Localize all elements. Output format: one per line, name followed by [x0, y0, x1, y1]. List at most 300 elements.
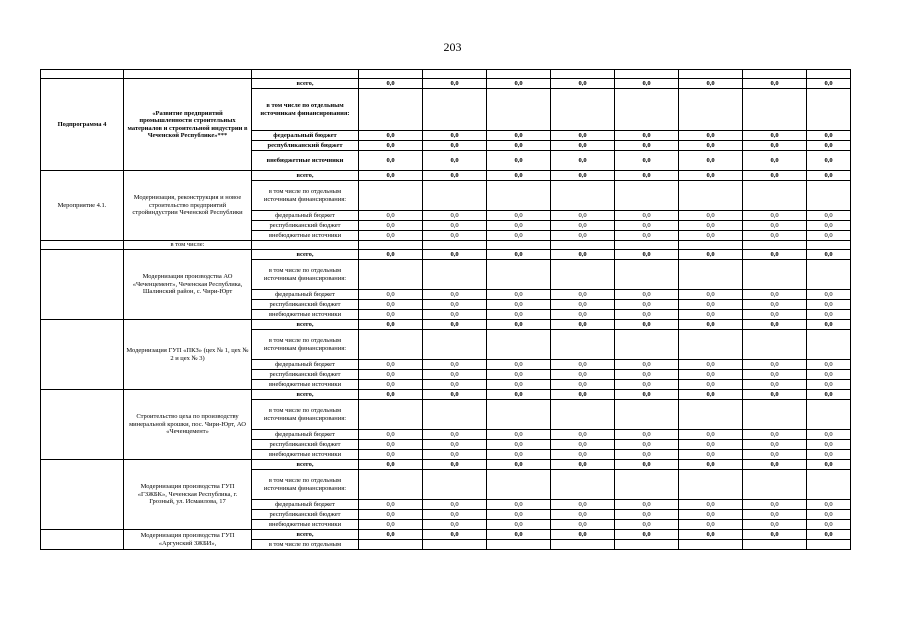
value-cell: 0,0 — [551, 390, 615, 400]
row-label: республиканский бюджет — [252, 221, 359, 231]
value-cell: 0,0 — [487, 390, 551, 400]
value-cell — [743, 540, 807, 550]
value-cell — [423, 181, 487, 211]
row-label: в том числе по отдельным — [252, 540, 359, 550]
value-cell: 0,0 — [487, 520, 551, 530]
row-label: республиканский бюджет — [252, 510, 359, 520]
value-cell: 0,0 — [807, 151, 851, 171]
value-cell: 0,0 — [423, 250, 487, 260]
table-row — [41, 79, 851, 89]
row-label: всего, — [252, 390, 359, 400]
value-cell: 0,0 — [551, 380, 615, 390]
value-cell — [743, 400, 807, 430]
value-cell: 0,0 — [743, 440, 807, 450]
value-cell — [487, 540, 551, 550]
page-number: 203 — [443, 40, 462, 54]
table-row — [41, 460, 851, 470]
section-title: «Развитие предприятий промышленности строительных материалов и строительной индустрии в Чеченской Республике»*** — [124, 79, 252, 171]
value-cell: 0,0 — [807, 310, 851, 320]
value-cell: 0,0 — [807, 131, 851, 141]
value-cell — [551, 540, 615, 550]
value-cell — [743, 181, 807, 211]
project-name: Модернизация ГУП «ПКЗ» (цех № 1, цех № 2 и цех № 3) — [124, 320, 252, 390]
value-cell — [615, 470, 679, 500]
value-cell: 0,0 — [423, 231, 487, 241]
value-cell: 0,0 — [807, 141, 851, 151]
row-label: внебюджетные источники — [252, 520, 359, 530]
value-cell: 0,0 — [743, 430, 807, 440]
value-cell: 0,0 — [487, 290, 551, 300]
value-cell — [679, 181, 743, 211]
value-cell: 0,0 — [487, 171, 551, 181]
value-cell: 0,0 — [423, 520, 487, 530]
table-body — [41, 70, 851, 550]
value-cell: 0,0 — [743, 520, 807, 530]
value-cell: 0,0 — [807, 450, 851, 460]
value-cell: 0,0 — [551, 530, 615, 540]
value-cell: 0,0 — [359, 370, 423, 380]
value-cell: 0,0 — [679, 360, 743, 370]
value-cell: 0,0 — [359, 131, 423, 141]
value-cell: 0,0 — [551, 290, 615, 300]
value-cell: 0,0 — [743, 450, 807, 460]
value-cell — [359, 181, 423, 211]
value-cell: 0,0 — [359, 380, 423, 390]
value-cell: 0,0 — [743, 211, 807, 221]
row-label: в том числе по отдельным источникам финансирования: — [252, 330, 359, 360]
value-cell: 0,0 — [551, 171, 615, 181]
value-cell: 0,0 — [615, 370, 679, 380]
value-cell: 0,0 — [743, 151, 807, 171]
value-cell: 0,0 — [615, 221, 679, 231]
table-row-in-that-number — [41, 241, 851, 250]
project-code — [41, 390, 124, 460]
value-cell: 0,0 — [679, 320, 743, 330]
value-cell: 0,0 — [359, 79, 423, 89]
value-cell: 0,0 — [679, 450, 743, 460]
value-cell: 0,0 — [679, 141, 743, 151]
value-cell — [807, 181, 851, 211]
value-cell: 0,0 — [359, 450, 423, 460]
value-cell — [359, 330, 423, 360]
value-cell: 0,0 — [551, 221, 615, 231]
row-label: внебюджетные источники — [252, 450, 359, 460]
value-cell: 0,0 — [615, 380, 679, 390]
value-cell: 0,0 — [679, 290, 743, 300]
value-cell — [551, 470, 615, 500]
value-cell: 0,0 — [423, 460, 487, 470]
value-cell: 0,0 — [743, 500, 807, 510]
table-row-continuation — [41, 70, 851, 79]
value-cell — [423, 540, 487, 550]
row-label: всего, — [252, 460, 359, 470]
value-cell: 0,0 — [615, 171, 679, 181]
value-cell: 0,0 — [423, 151, 487, 171]
value-cell — [615, 181, 679, 211]
value-cell: 0,0 — [743, 221, 807, 231]
table-row — [41, 530, 851, 540]
value-cell: 0,0 — [359, 390, 423, 400]
section-code: Мероприятие 4.1. — [41, 171, 124, 241]
value-cell: 0,0 — [743, 360, 807, 370]
row-label: всего, — [252, 320, 359, 330]
value-cell: 0,0 — [551, 460, 615, 470]
value-cell: 0,0 — [615, 290, 679, 300]
value-cell: 0,0 — [359, 440, 423, 450]
empty-cell — [615, 241, 679, 250]
value-cell: 0,0 — [807, 290, 851, 300]
value-cell: 0,0 — [487, 211, 551, 221]
value-cell — [679, 400, 743, 430]
row-label: в том числе по отдельным источникам финансирования: — [252, 260, 359, 290]
value-cell: 0,0 — [359, 141, 423, 151]
row-label: республиканский бюджет — [252, 300, 359, 310]
value-cell — [679, 540, 743, 550]
value-cell: 0,0 — [807, 500, 851, 510]
value-cell — [743, 330, 807, 360]
value-cell: 0,0 — [679, 510, 743, 520]
value-cell: 0,0 — [679, 440, 743, 450]
value-cell: 0,0 — [551, 520, 615, 530]
empty-cell — [423, 241, 487, 250]
value-cell: 0,0 — [487, 300, 551, 310]
value-cell: 0,0 — [743, 231, 807, 241]
row-label: в том числе по отдельным источникам финансирования: — [252, 400, 359, 430]
value-cell: 0,0 — [423, 450, 487, 460]
value-cell: 0,0 — [423, 310, 487, 320]
value-cell: 0,0 — [423, 500, 487, 510]
value-cell — [423, 330, 487, 360]
value-cell: 0,0 — [487, 250, 551, 260]
value-cell — [551, 330, 615, 360]
project-name: Строительство цеха по производству минеральной крошки, пос. Чири-Юрт, АО «Чеченцемент» — [124, 390, 252, 460]
project-name: Модернизация производства ГУП «Аргунский ЗЖБИ», — [124, 530, 252, 550]
value-cell: 0,0 — [359, 300, 423, 310]
value-cell: 0,0 — [679, 171, 743, 181]
value-cell: 0,0 — [551, 300, 615, 310]
value-cell: 0,0 — [487, 141, 551, 151]
value-cell — [359, 89, 423, 131]
value-cell — [551, 181, 615, 211]
value-cell: 0,0 — [423, 79, 487, 89]
empty-cell — [679, 241, 743, 250]
value-cell: 0,0 — [359, 310, 423, 320]
value-cell: 0,0 — [615, 360, 679, 370]
value-cell: 0,0 — [551, 131, 615, 141]
value-cell: 0,0 — [615, 211, 679, 221]
value-cell — [615, 540, 679, 550]
project-code — [41, 530, 124, 550]
value-cell: 0,0 — [743, 171, 807, 181]
value-cell — [679, 330, 743, 360]
value-cell: 0,0 — [679, 221, 743, 231]
value-cell: 0,0 — [743, 300, 807, 310]
project-name: Модернизация производства АО «Чеченцемент», Чеченская Республика, Шалинский район, с. Чири-Юрт — [124, 250, 252, 320]
value-cell: 0,0 — [615, 460, 679, 470]
value-cell: 0,0 — [423, 380, 487, 390]
value-cell — [807, 400, 851, 430]
value-cell: 0,0 — [487, 310, 551, 320]
value-cell: 0,0 — [679, 530, 743, 540]
value-cell: 0,0 — [615, 520, 679, 530]
value-cell: 0,0 — [359, 530, 423, 540]
value-cell: 0,0 — [359, 231, 423, 241]
value-cell: 0,0 — [487, 380, 551, 390]
value-cell: 0,0 — [423, 131, 487, 141]
value-cell: 0,0 — [807, 360, 851, 370]
value-cell: 0,0 — [487, 530, 551, 540]
value-cell — [807, 260, 851, 290]
value-cell: 0,0 — [487, 450, 551, 460]
value-cell: 0,0 — [807, 211, 851, 221]
value-cell — [359, 540, 423, 550]
value-cell: 0,0 — [423, 510, 487, 520]
value-cell — [743, 89, 807, 131]
value-cell: 0,0 — [359, 430, 423, 440]
value-cell: 0,0 — [487, 231, 551, 241]
value-cell: 0,0 — [551, 360, 615, 370]
row-label: внебюджетные источники — [252, 151, 359, 171]
value-cell — [359, 260, 423, 290]
table-row — [41, 171, 851, 181]
value-cell: 0,0 — [423, 320, 487, 330]
empty-cell — [252, 241, 359, 250]
value-cell: 0,0 — [679, 380, 743, 390]
value-cell: 0,0 — [743, 310, 807, 320]
value-cell — [487, 400, 551, 430]
value-cell: 0,0 — [743, 79, 807, 89]
value-cell: 0,0 — [615, 430, 679, 440]
value-cell — [615, 330, 679, 360]
value-cell: 0,0 — [743, 290, 807, 300]
value-cell: 0,0 — [743, 131, 807, 141]
value-cell: 0,0 — [551, 370, 615, 380]
value-cell — [423, 400, 487, 430]
section-code: Подпрограмма 4 — [41, 79, 124, 171]
value-cell: 0,0 — [743, 380, 807, 390]
row-label: федеральный бюджет — [252, 290, 359, 300]
value-cell: 0,0 — [807, 171, 851, 181]
row-label: в том числе по отдельным источникам финансирования: — [252, 89, 359, 131]
row-label: всего, — [252, 171, 359, 181]
value-cell: 0,0 — [487, 510, 551, 520]
value-cell: 0,0 — [679, 390, 743, 400]
value-cell: 0,0 — [487, 500, 551, 510]
section-title: Модернизация, реконструкция и новое строительство предприятий стройиндустрии Чеченской Республики — [124, 171, 252, 241]
value-cell: 0,0 — [359, 171, 423, 181]
value-cell — [359, 400, 423, 430]
value-cell: 0,0 — [807, 440, 851, 450]
value-cell: 0,0 — [423, 300, 487, 310]
value-cell: 0,0 — [551, 211, 615, 221]
row-label: внебюджетные источники — [252, 380, 359, 390]
value-cell: 0,0 — [487, 360, 551, 370]
value-cell: 0,0 — [423, 530, 487, 540]
value-cell — [743, 470, 807, 500]
table-row — [41, 390, 851, 400]
value-cell: 0,0 — [743, 320, 807, 330]
row-label: всего, — [252, 79, 359, 89]
value-cell — [679, 89, 743, 131]
value-cell: 0,0 — [743, 390, 807, 400]
value-cell — [487, 89, 551, 131]
value-cell: 0,0 — [359, 290, 423, 300]
value-cell: 0,0 — [743, 460, 807, 470]
value-cell: 0,0 — [679, 250, 743, 260]
value-cell: 0,0 — [615, 500, 679, 510]
value-cell: 0,0 — [551, 320, 615, 330]
value-cell: 0,0 — [487, 440, 551, 450]
value-cell: 0,0 — [359, 520, 423, 530]
value-cell: 0,0 — [423, 370, 487, 380]
row-label: республиканский бюджет — [252, 141, 359, 151]
project-code — [41, 250, 124, 320]
value-cell — [487, 181, 551, 211]
value-cell: 0,0 — [359, 211, 423, 221]
row-label: федеральный бюджет — [252, 430, 359, 440]
table-row — [41, 250, 851, 260]
value-cell: 0,0 — [615, 530, 679, 540]
value-cell: 0,0 — [807, 320, 851, 330]
value-cell: 0,0 — [679, 520, 743, 530]
value-cell: 0,0 — [359, 221, 423, 231]
value-cell: 0,0 — [423, 290, 487, 300]
value-cell — [615, 260, 679, 290]
row-label: федеральный бюджет — [252, 500, 359, 510]
row-label: республиканский бюджет — [252, 440, 359, 450]
value-cell: 0,0 — [807, 250, 851, 260]
value-cell: 0,0 — [615, 231, 679, 241]
value-cell: 0,0 — [551, 450, 615, 460]
value-cell: 0,0 — [551, 430, 615, 440]
value-cell: 0,0 — [743, 141, 807, 151]
value-cell: 0,0 — [615, 310, 679, 320]
value-cell: 0,0 — [615, 79, 679, 89]
value-cell: 0,0 — [615, 390, 679, 400]
row-label: внебюджетные источники — [252, 310, 359, 320]
value-cell: 0,0 — [551, 500, 615, 510]
value-cell: 0,0 — [359, 250, 423, 260]
empty-cell — [359, 241, 423, 250]
value-cell: 0,0 — [807, 221, 851, 231]
value-cell: 0,0 — [615, 151, 679, 171]
value-cell: 0,0 — [551, 79, 615, 89]
value-cell: 0,0 — [551, 151, 615, 171]
value-cell: 0,0 — [807, 370, 851, 380]
value-cell — [807, 470, 851, 500]
value-cell: 0,0 — [615, 300, 679, 310]
value-cell — [423, 89, 487, 131]
value-cell — [359, 470, 423, 500]
value-cell: 0,0 — [615, 131, 679, 141]
value-cell — [679, 470, 743, 500]
row-label: федеральный бюджет — [252, 360, 359, 370]
value-cell — [807, 330, 851, 360]
value-cell: 0,0 — [615, 440, 679, 450]
value-cell: 0,0 — [487, 370, 551, 380]
empty-cell — [551, 241, 615, 250]
value-cell — [551, 400, 615, 430]
value-cell — [807, 89, 851, 131]
value-cell: 0,0 — [359, 320, 423, 330]
value-cell: 0,0 — [487, 151, 551, 171]
value-cell: 0,0 — [615, 450, 679, 460]
value-cell: 0,0 — [551, 510, 615, 520]
project-code — [41, 320, 124, 390]
value-cell: 0,0 — [807, 460, 851, 470]
value-cell — [487, 330, 551, 360]
value-cell: 0,0 — [615, 510, 679, 520]
project-name: Модернизация производства ГУП «ГЗЖБК», Чеченская Республика, г. Грозный, ул. Исмаилова, 17 — [124, 460, 252, 530]
value-cell: 0,0 — [679, 300, 743, 310]
value-cell: 0,0 — [359, 500, 423, 510]
value-cell: 0,0 — [423, 211, 487, 221]
value-cell — [615, 400, 679, 430]
value-cell: 0,0 — [743, 510, 807, 520]
value-cell: 0,0 — [807, 520, 851, 530]
value-cell: 0,0 — [615, 141, 679, 151]
value-cell: 0,0 — [743, 250, 807, 260]
budget-table — [40, 69, 851, 550]
value-cell: 0,0 — [487, 221, 551, 231]
value-cell: 0,0 — [807, 530, 851, 540]
value-cell: 0,0 — [359, 510, 423, 520]
value-cell: 0,0 — [423, 440, 487, 450]
value-cell: 0,0 — [807, 430, 851, 440]
value-cell: 0,0 — [487, 430, 551, 440]
value-cell: 0,0 — [423, 221, 487, 231]
value-cell: 0,0 — [679, 500, 743, 510]
value-cell: 0,0 — [359, 360, 423, 370]
row-label: в том числе по отдельным источникам финансирования: — [252, 470, 359, 500]
value-cell: 0,0 — [423, 141, 487, 151]
value-cell: 0,0 — [679, 131, 743, 141]
value-cell: 0,0 — [679, 231, 743, 241]
value-cell: 0,0 — [487, 79, 551, 89]
value-cell: 0,0 — [423, 171, 487, 181]
value-cell — [551, 89, 615, 131]
value-cell — [551, 260, 615, 290]
value-cell: 0,0 — [679, 151, 743, 171]
empty-cell — [487, 241, 551, 250]
value-cell — [615, 89, 679, 131]
value-cell: 0,0 — [807, 231, 851, 241]
row-label: федеральный бюджет — [252, 131, 359, 141]
row-label: всего, — [252, 530, 359, 540]
value-cell: 0,0 — [487, 320, 551, 330]
value-cell: 0,0 — [743, 530, 807, 540]
value-cell — [423, 470, 487, 500]
value-cell: 0,0 — [359, 151, 423, 171]
value-cell: 0,0 — [551, 250, 615, 260]
value-cell: 0,0 — [807, 510, 851, 520]
table-row — [41, 320, 851, 330]
empty-cell — [743, 241, 807, 250]
empty-cell — [41, 241, 124, 250]
value-cell — [423, 260, 487, 290]
value-cell: 0,0 — [423, 430, 487, 440]
value-cell: 0,0 — [807, 380, 851, 390]
row-label: республиканский бюджет — [252, 370, 359, 380]
value-cell: 0,0 — [807, 79, 851, 89]
value-cell: 0,0 — [679, 79, 743, 89]
row-label: федеральный бюджет — [252, 211, 359, 221]
value-cell: 0,0 — [679, 370, 743, 380]
value-cell: 0,0 — [615, 250, 679, 260]
value-cell: 0,0 — [679, 430, 743, 440]
value-cell — [743, 260, 807, 290]
project-code — [41, 460, 124, 530]
